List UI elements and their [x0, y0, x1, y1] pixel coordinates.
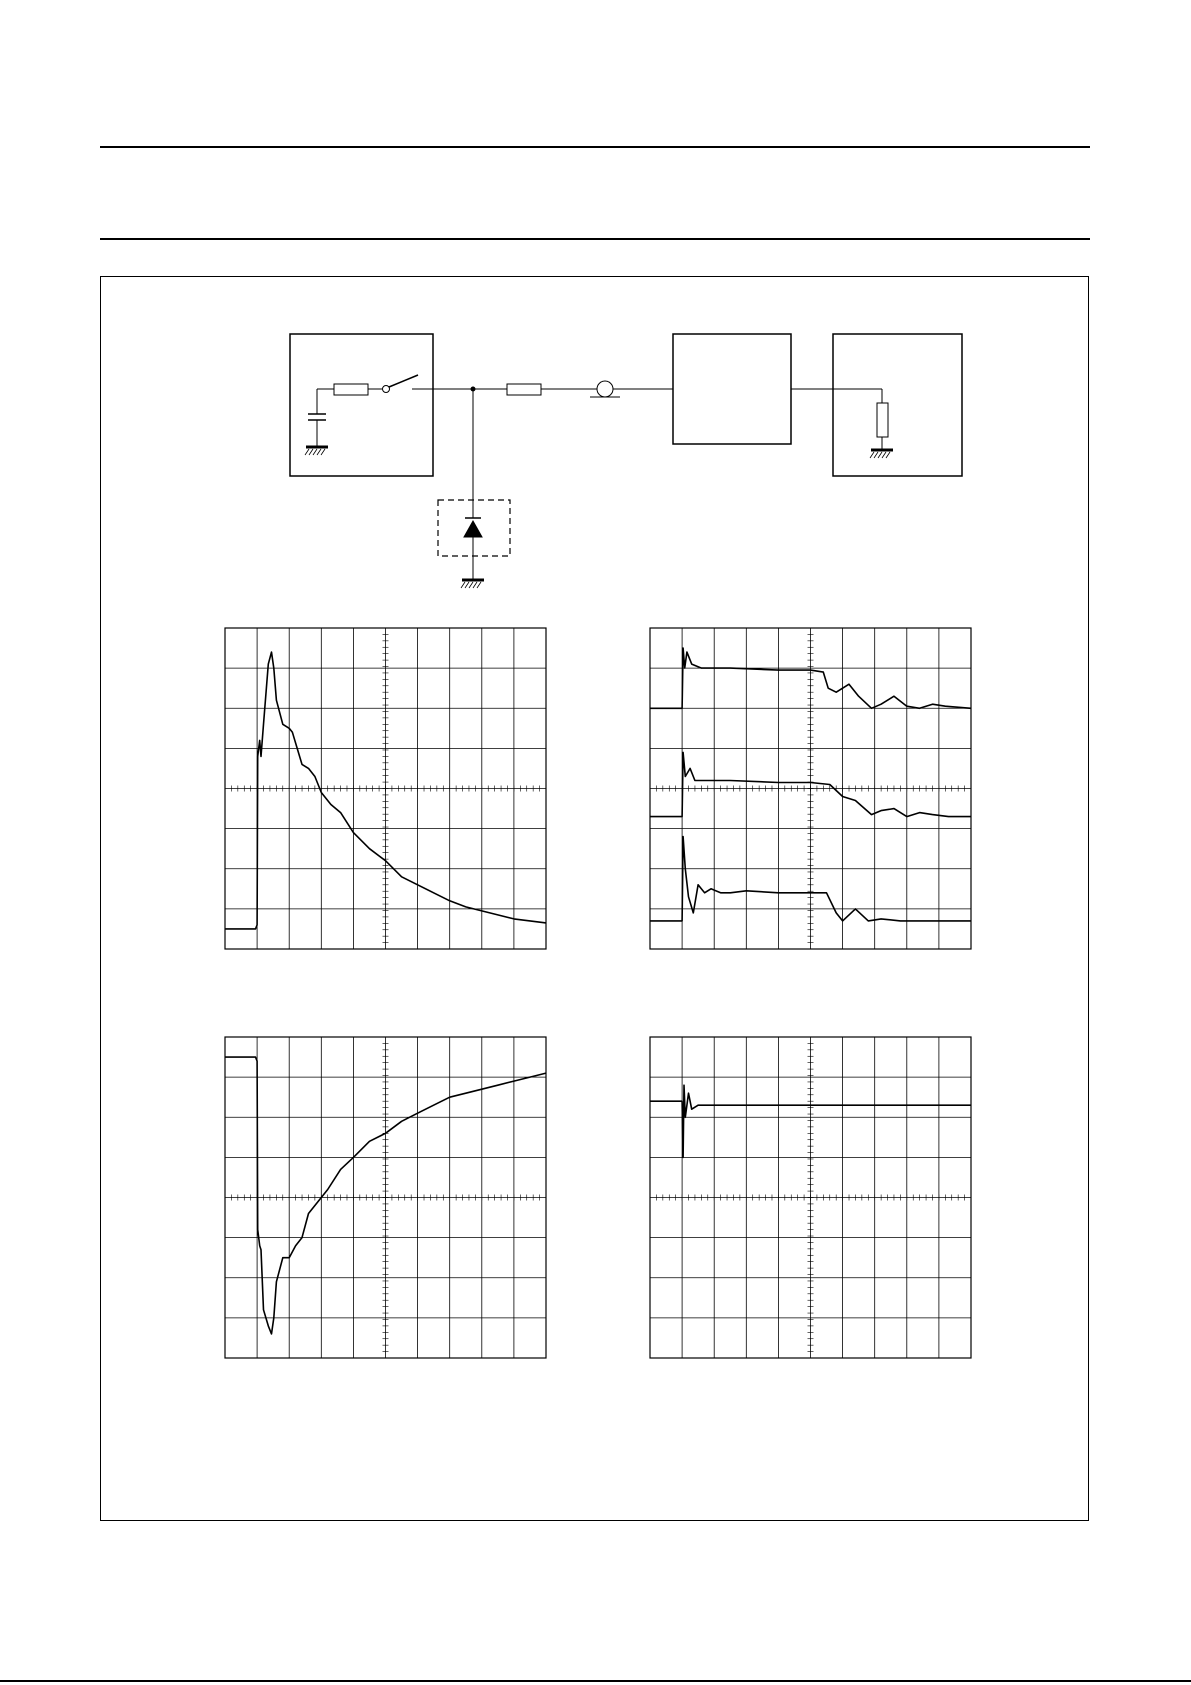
oscillogram-clamped-output	[650, 1037, 971, 1358]
oscillogram-negative-pulse-response	[225, 1037, 546, 1358]
oscillogram-three-trace-pulse	[650, 628, 971, 949]
oscillogram-positive-pulse-response	[225, 628, 546, 949]
